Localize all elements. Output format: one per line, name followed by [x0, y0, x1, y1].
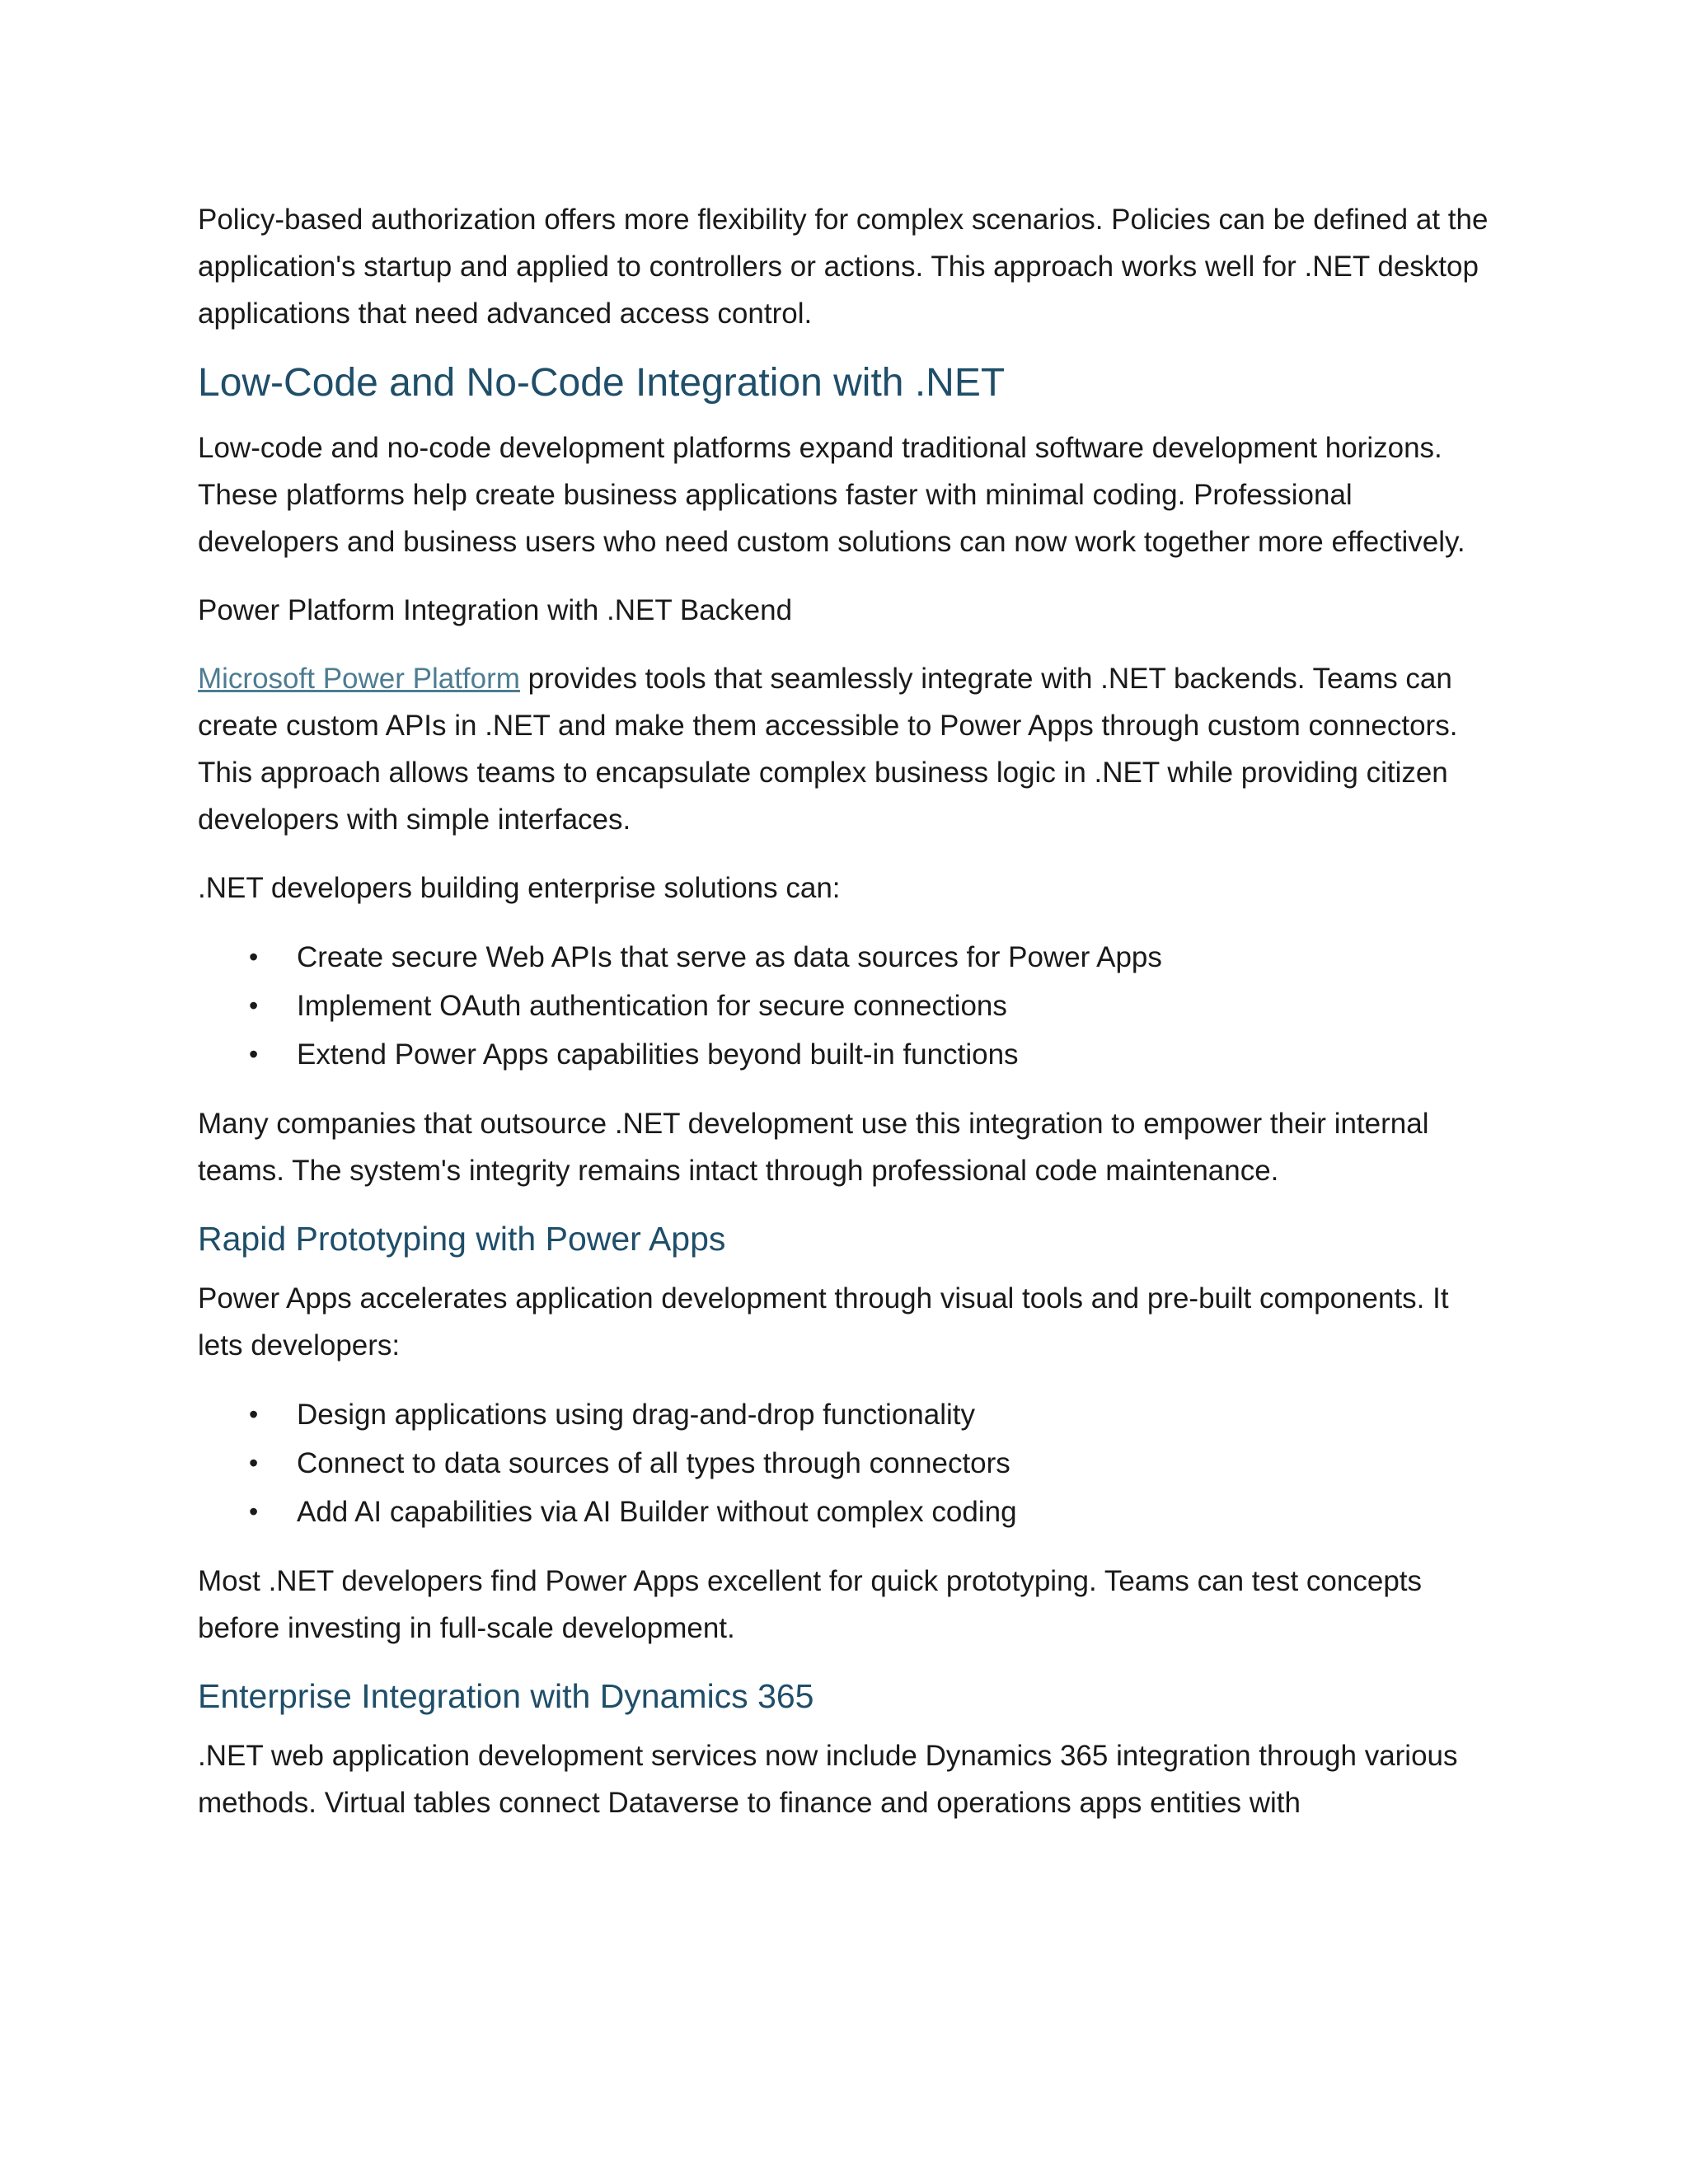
low-code-paragraph: Low-code and no-code development platforms expand traditional software development horizons. These platforms help create business applications faster with minimal coding. Professional developers and business users who need custom solutions can now work together more effectively.: [198, 432, 1465, 558]
bullet-icon: •: [249, 1497, 259, 1526]
list-item-text: Create secure Web APIs that serve as data sources for Power Apps: [297, 941, 1162, 973]
list-item-text: Implement OAuth authentication for secure connections: [297, 990, 1007, 1022]
list-item-text: Extend Power Apps capabilities beyond built-in functions: [297, 1038, 1019, 1071]
bullet-icon: •: [249, 1399, 259, 1429]
low-code-heading: Low-Code and No-Code Integration with .NET: [198, 361, 1006, 405]
list-item: [198, 1439, 1492, 1488]
developers-bullet-list: [198, 933, 1492, 1079]
rapid-prototyping-heading: Rapid Prototyping with Power Apps: [198, 1220, 726, 1258]
enterprise-integration-heading: Enterprise Integration with Dynamics 365: [198, 1677, 814, 1715]
developers-list-intro: .NET developers building enterprise solutions can:: [198, 872, 841, 904]
power-platform-paragraph: [198, 655, 1492, 843]
list-item: [198, 1390, 1492, 1439]
bullet-icon: •: [249, 991, 259, 1020]
list-item: [198, 982, 1492, 1030]
power-platform-paragraph-text: provides tools that seamlessly integrate with .NET backends. Teams can create custom APIs in .NET and make them accessible to Power Apps through custom connectors. This approach allows teams to encapsulate complex business logic in .NET while providing citizen developers with simple interfaces.: [198, 663, 1458, 836]
enterprise-integration-paragraph: .NET web application development services now include Dynamics 365 integration through various methods. Virtual tables connect Dataverse to finance and operations apps entities with: [198, 1740, 1458, 1819]
document-page: [198, 196, 1492, 1848]
bullet-icon: •: [249, 1039, 259, 1069]
rapid-prototyping-paragraph: Power Apps accelerates application development through visual tools and pre-built components. It lets developers:: [198, 1282, 1449, 1361]
list-item: [198, 1488, 1492, 1536]
power-platform-subheading: Power Platform Integration with .NET Backend: [198, 594, 793, 626]
list-item: [198, 1030, 1492, 1079]
rapid-prototyping-bullet-list: [198, 1390, 1492, 1536]
rapid-prototyping-closing-paragraph: Most .NET developers find Power Apps excellent for quick prototyping. Teams can test concepts before investing in full-scale development.: [198, 1565, 1423, 1644]
list-item-text: Design applications using drag-and-drop functionality: [297, 1399, 975, 1431]
list-item-text: Connect to data sources of all types through connectors: [297, 1447, 1010, 1479]
list-item: [198, 933, 1492, 982]
microsoft-power-platform-link[interactable]: Microsoft Power Platform: [198, 663, 520, 695]
bullet-icon: •: [249, 1448, 259, 1478]
bullet-icon: •: [249, 942, 259, 972]
low-code-closing-paragraph: Many companies that outsource .NET development use this integration to empower their internal teams. The system's integrity remains intact through professional code maintenance.: [198, 1108, 1429, 1187]
list-item-text: Add AI capabilities via AI Builder without complex coding: [297, 1496, 1017, 1528]
intro-paragraph: Policy-based authorization offers more flexibility for complex scenarios. Policies can be defined at the application's startup and applied to controllers or actions. This approach works well for .NET desktop applications that need advanced access control.: [198, 204, 1489, 330]
